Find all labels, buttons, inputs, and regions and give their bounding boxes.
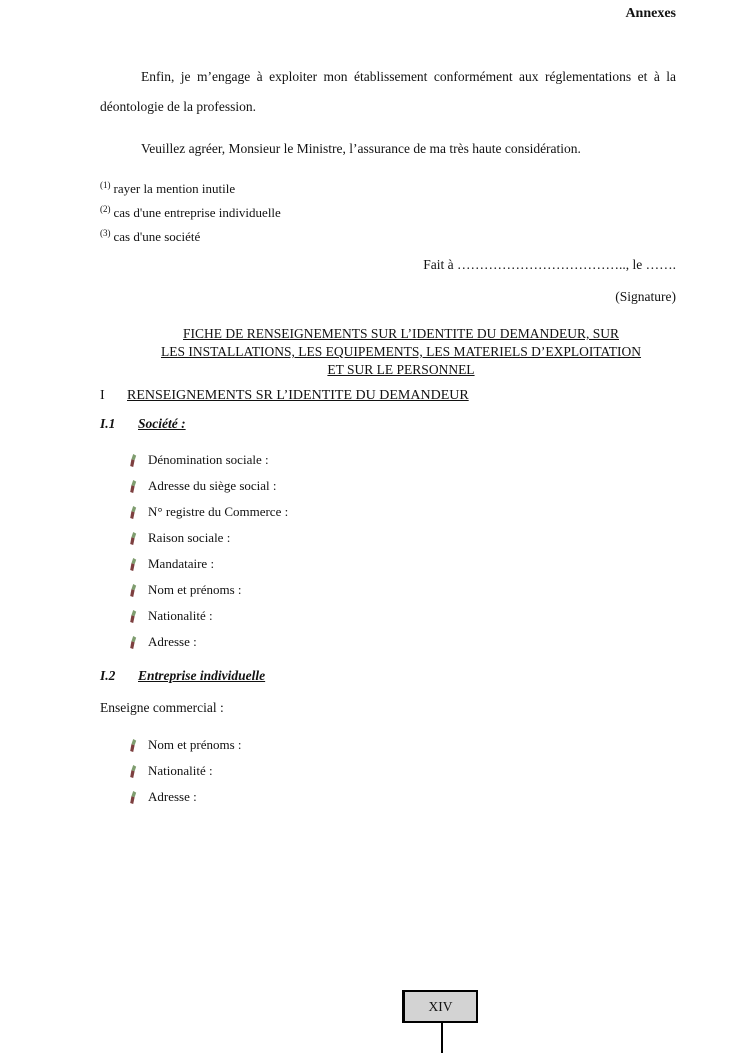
list-item	[128, 473, 676, 499]
pen-bullet-icon	[128, 791, 137, 804]
footnote-text: cas d'une entreprise individuelle	[113, 205, 281, 220]
pen-bullet-icon	[128, 454, 137, 467]
bullet-label: Nationalité :	[148, 763, 213, 778]
engagement-paragraph: Enfin, je m’engage à exploiter mon établissement conformément aux réglementations et à la déontologie de la profession.	[100, 69, 676, 114]
subsection-I1-heading	[100, 415, 676, 433]
list-item	[128, 758, 676, 784]
bullet-label: N° registre du Commerce :	[148, 504, 289, 519]
section-title: RENSEIGNEMENTS SR L’IDENTITE DU DEMANDEUR	[127, 388, 469, 403]
pen-bullet-icon	[128, 506, 137, 519]
list-item	[128, 525, 676, 551]
pen-bullet-icon	[128, 610, 137, 623]
list-item	[128, 447, 676, 473]
list-item	[128, 499, 676, 525]
entreprise-field-list	[100, 732, 676, 810]
pen-bullet-icon	[128, 558, 137, 571]
page-number: XIV	[428, 998, 453, 1014]
page-number-anchor-line	[441, 1023, 443, 1053]
subsection-title: Entreprise individuelle	[138, 668, 266, 683]
page-number-box	[402, 990, 478, 1023]
subsection-number: I.2	[100, 668, 116, 683]
signature-label: (Signature)	[615, 289, 676, 304]
bullet-label: Adresse du siège social :	[148, 478, 277, 493]
footnote-marker: (2)	[100, 204, 111, 214]
footnote-marker: (3)	[100, 228, 111, 238]
bullet-label: Adresse :	[148, 634, 197, 649]
bullet-label: Nom et prénoms :	[148, 582, 242, 597]
form-title-line: ET SUR LE PERSONNEL	[327, 362, 475, 377]
footnote-text: cas d'une société	[113, 229, 201, 244]
pen-bullet-icon	[128, 480, 137, 493]
subsection-number: I.1	[100, 416, 116, 431]
annexes-header: Annexes	[625, 6, 676, 21]
list-item	[128, 603, 676, 629]
footnote-line	[100, 175, 676, 199]
bullet-label: Dénomination sociale :	[148, 452, 269, 467]
bullet-label: Nationalité :	[148, 608, 213, 623]
subsection-I2-heading	[100, 667, 676, 685]
salutation-paragraph: Veuillez agréer, Monsieur le Ministre, l’assurance de ma très haute considération.	[141, 140, 581, 156]
subsection-title: Société :	[138, 416, 186, 431]
pen-bullet-icon	[128, 532, 137, 545]
list-item	[128, 577, 676, 603]
footnote-line	[100, 223, 676, 247]
list-item	[128, 629, 676, 655]
bullet-label: Adresse :	[148, 789, 197, 804]
pen-bullet-icon	[128, 636, 137, 649]
bullet-label: Mandataire :	[148, 556, 215, 571]
fait-a-line: Fait à ……………………………….., le …….	[423, 257, 676, 272]
pen-bullet-icon	[128, 584, 137, 597]
footnotes-block	[100, 175, 676, 247]
list-item	[128, 551, 676, 577]
pen-bullet-icon	[128, 765, 137, 778]
form-title-line: FICHE DE RENSEIGNEMENTS SUR L’IDENTITE DU DEMANDEUR, SUR	[183, 326, 619, 341]
bullet-label: Nom et prénoms :	[148, 737, 242, 752]
form-title-line: LES INSTALLATIONS, LES EQUIPEMENTS, LES MATERIELS D’EXPLOITATION	[160, 344, 642, 359]
list-item	[128, 784, 676, 810]
pen-bullet-icon	[128, 739, 137, 752]
form-title	[126, 325, 676, 379]
enseigne-commercial-line: Enseigne commercial :	[100, 700, 224, 715]
list-item	[128, 732, 676, 758]
footnote-line	[100, 199, 676, 223]
societe-field-list	[100, 447, 676, 655]
footnote-marker: (1)	[100, 180, 111, 190]
section-number: I	[100, 388, 105, 403]
bullet-label: Raison sociale :	[148, 530, 231, 545]
footnote-text: rayer la mention inutile	[113, 181, 236, 196]
section-I-heading	[100, 387, 676, 405]
